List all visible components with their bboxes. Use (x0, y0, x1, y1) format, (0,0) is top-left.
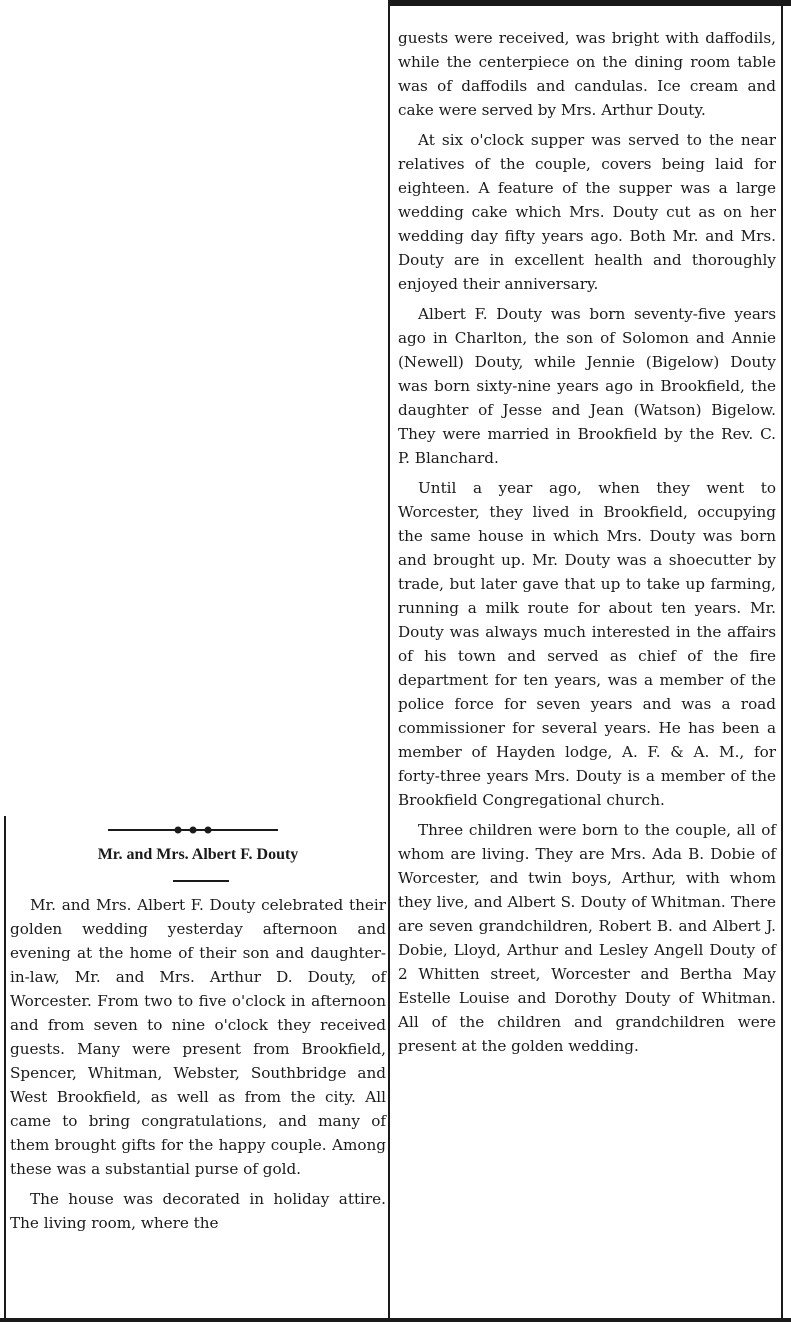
column-divider-right (388, 0, 390, 1318)
right-edge-rule (781, 0, 783, 1318)
right-column (398, 26, 776, 1058)
article-paragraph: Albert F. Douty was born seventy-five years ago in Charlton, the son of Solomon and Annie (Newell) Douty, while Jennie (Bigelow) Douty was born sixty-nine years ago in Brookfield, the daughter of Jesse and Jean (Watson) Bigelow. They were married in Brookfield by the Rev. C. P. Blanchard. (398, 305, 776, 467)
article-paragraph: The house was decorated in holiday attire. The living room, where the (10, 1190, 386, 1232)
article-headline: Mr. and Mrs. Albert F. Douty (97, 846, 299, 863)
article-paragraph: Three children were born to the couple, all of whom are living. They are Mrs. Ada B. Dobie of Worcester, and twin boys, Arthur, with whom they live, and Albert S. Douty of Whitman. There are seven grandchildren, Robert B. and Albert J. Dobie, Lloyd, Arthur and Lesley Angell Douty of 2 Whitten street, Worcester and Bertha May Estelle Louise and Dorothy Douty of Whitman. All of the children and grandchildren were present at the golden wedding. (398, 821, 776, 1055)
article-paragraph: At six o'clock supper was served to the near relatives of the couple, covers being laid for eighteen. A feature of the supper was a large wedding cake which Mrs. Douty cut as on her wedding day fifty years ago. Both Mr. and Mrs. Douty are in excellent health and thoroughly enjoyed their anniversary. (398, 131, 776, 293)
left-column (10, 893, 386, 1235)
left-column-border (4, 816, 6, 1318)
top-border-rule (388, 0, 791, 6)
bottom-border-rule (0, 1318, 791, 1322)
article-paragraph: Until a year ago, when they went to Worcester, they lived in Brookfield, occupying the same house in which Mrs. Douty was born and brought up. Mr. Douty was a shoecutter by trade, but later gave that up to take up farming, running a milk route for about ten years. Mr. Douty was always much interested in the affairs of his town and served as chief of the fire department for ten years, was a member of the police force for seven years and was a road commissioner for several years. He has been a member of Hayden lodge, A. F. & A. M., for forty-three years Mrs. Douty is a member of the Brookfield Congregational church. (398, 479, 776, 809)
article-paragraph: Mr. and Mrs. Albert F. Douty celebrated their golden wedding yesterday afternoon and evening at the home of their son and daughter-in-law, Mr. and Mrs. Arthur D. Douty, of Worcester. From two to five o'clock in afternoon and from seven to nine o'clock they received guests. Many were present from Brookfield, Spencer, Whitman, Webster, Southbridge and West Brookfield, as well as from the city. All came to bring congratulations, and many of them brought gifts for the happy couple. Among these was a substantial purse of gold. (10, 896, 386, 1178)
article-paragraph: guests were received, was bright with daffodils, while the centerpiece on the dining room table was of daffodils and candulas. Ice cream and cake were served by Mrs. Arthur Douty. (398, 29, 776, 119)
headline-underline (173, 880, 229, 882)
ornament-divider (108, 826, 278, 834)
